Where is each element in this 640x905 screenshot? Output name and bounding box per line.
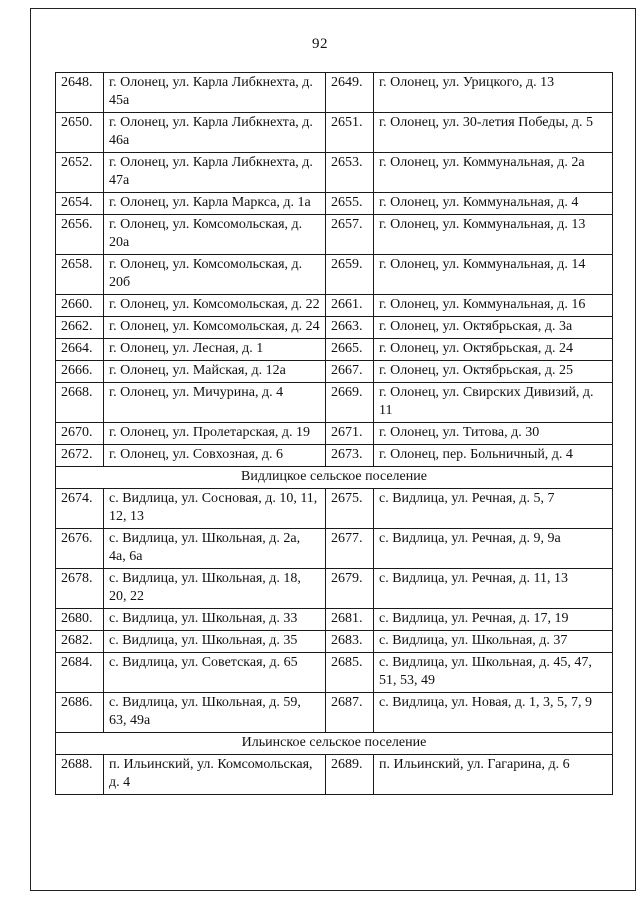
address-cell: г. Олонец, ул. Комсомольская, д. 20б: [104, 255, 326, 295]
row-number-cell: 2677.: [326, 529, 374, 569]
address-cell: г. Олонец, ул. Октябрьская, д. 24: [374, 339, 613, 361]
row-number-cell: 2688.: [56, 755, 104, 795]
address-cell: с. Видлица, ул. Школьная, д. 2а, 4а, 6а: [104, 529, 326, 569]
table-row: [56, 489, 613, 529]
address-cell: п. Ильинский, ул. Комсомольская, д. 4: [104, 755, 326, 795]
address-cell: г. Олонец, ул. Пролетарская, д. 19: [104, 423, 326, 445]
row-number-cell: 2685.: [326, 653, 374, 693]
address-cell: г. Олонец, ул. Комсомольская, д. 22: [104, 295, 326, 317]
table-row: [56, 653, 613, 693]
row-number-cell: 2661.: [326, 295, 374, 317]
address-cell: с. Видлица, ул. Речная, д. 17, 19: [374, 609, 613, 631]
address-cell: с. Видлица, ул. Новая, д. 1, 3, 5, 7, 9: [374, 693, 613, 733]
row-number-cell: 2679.: [326, 569, 374, 609]
address-cell: г. Олонец, пер. Больничный, д. 4: [374, 445, 613, 467]
row-number-cell: 2669.: [326, 383, 374, 423]
row-number-cell: 2678.: [56, 569, 104, 609]
section-header: Видлицкое сельское поселение: [56, 467, 613, 489]
address-cell: г. Олонец, ул. Лесная, д. 1: [104, 339, 326, 361]
address-cell: г. Олонец, ул. Мичурина, д. 4: [104, 383, 326, 423]
table-row: [56, 755, 613, 795]
address-table-body: [56, 73, 613, 795]
section-header-row: [56, 733, 613, 755]
row-number-cell: 2672.: [56, 445, 104, 467]
table-row: [56, 361, 613, 383]
address-cell: г. Олонец, ул. Коммунальная, д. 2а: [374, 153, 613, 193]
row-number-cell: 2673.: [326, 445, 374, 467]
row-number-cell: 2659.: [326, 255, 374, 295]
address-cell: с. Видлица, ул. Школьная, д. 59, 63, 49а: [104, 693, 326, 733]
row-number-cell: 2652.: [56, 153, 104, 193]
table-row: [56, 73, 613, 113]
address-table: [55, 72, 613, 795]
address-cell: с. Видлица, ул. Советская, д. 65: [104, 653, 326, 693]
address-cell: п. Ильинский, ул. Гагарина, д. 6: [374, 755, 613, 795]
row-number-cell: 2689.: [326, 755, 374, 795]
table-row: [56, 609, 613, 631]
address-cell: г. Олонец, ул. Коммунальная, д. 14: [374, 255, 613, 295]
table-row: [56, 255, 613, 295]
row-number-cell: 2668.: [56, 383, 104, 423]
row-number-cell: 2686.: [56, 693, 104, 733]
row-number-cell: 2655.: [326, 193, 374, 215]
page-number: 92: [312, 36, 328, 52]
address-cell: г. Олонец, ул. Октябрьская, д. 25: [374, 361, 613, 383]
table-row: [56, 423, 613, 445]
table-row: [56, 693, 613, 733]
row-number-cell: 2665.: [326, 339, 374, 361]
address-cell: г. Олонец, ул. Карла Либкнехта, д. 47а: [104, 153, 326, 193]
address-cell: с. Видлица, ул. Сосновая, д. 10, 11, 12, 13: [104, 489, 326, 529]
table-row: [56, 569, 613, 609]
row-number-cell: 2658.: [56, 255, 104, 295]
address-cell: г. Олонец, ул. Совхозная, д. 6: [104, 445, 326, 467]
row-number-cell: 2654.: [56, 193, 104, 215]
address-cell: с. Видлица, ул. Школьная, д. 35: [104, 631, 326, 653]
address-cell: г. Олонец, ул. Октябрьская, д. 3а: [374, 317, 613, 339]
table-row: [56, 215, 613, 255]
row-number-cell: 2648.: [56, 73, 104, 113]
address-cell: г. Олонец, ул. Коммунальная, д. 16: [374, 295, 613, 317]
row-number-cell: 2687.: [326, 693, 374, 733]
row-number-cell: 2650.: [56, 113, 104, 153]
table-row: [56, 317, 613, 339]
row-number-cell: 2676.: [56, 529, 104, 569]
row-number-cell: 2681.: [326, 609, 374, 631]
address-cell: г. Олонец, ул. Комсомольская, д. 24: [104, 317, 326, 339]
address-cell: г. Олонец, ул. 30-летия Победы, д. 5: [374, 113, 613, 153]
table-row: [56, 193, 613, 215]
row-number-cell: 2675.: [326, 489, 374, 529]
address-cell: г. Олонец, ул. Карла Либкнехта, д. 45а: [104, 73, 326, 113]
row-number-cell: 2662.: [56, 317, 104, 339]
row-number-cell: 2671.: [326, 423, 374, 445]
address-cell: с. Видлица, ул. Речная, д. 11, 13: [374, 569, 613, 609]
row-number-cell: 2657.: [326, 215, 374, 255]
row-number-cell: 2683.: [326, 631, 374, 653]
table-row: [56, 445, 613, 467]
address-cell: с. Видлица, ул. Речная, д. 5, 7: [374, 489, 613, 529]
address-cell: г. Олонец, ул. Майская, д. 12а: [104, 361, 326, 383]
table-row: [56, 529, 613, 569]
section-header: Ильинское сельское поселение: [56, 733, 613, 755]
row-number-cell: 2656.: [56, 215, 104, 255]
row-number-cell: 2663.: [326, 317, 374, 339]
row-number-cell: 2649.: [326, 73, 374, 113]
address-cell: г. Олонец, ул. Комсомольская, д. 20а: [104, 215, 326, 255]
row-number-cell: 2666.: [56, 361, 104, 383]
table-row: [56, 113, 613, 153]
row-number-cell: 2651.: [326, 113, 374, 153]
address-cell: г. Олонец, ул. Коммунальная, д. 13: [374, 215, 613, 255]
table-row: [56, 153, 613, 193]
address-cell: г. Олонец, ул. Титова, д. 30: [374, 423, 613, 445]
section-header-row: [56, 467, 613, 489]
row-number-cell: 2667.: [326, 361, 374, 383]
address-cell: г. Олонец, ул. Коммунальная, д. 4: [374, 193, 613, 215]
row-number-cell: 2674.: [56, 489, 104, 529]
row-number-cell: 2680.: [56, 609, 104, 631]
address-cell: с. Видлица, ул. Школьная, д. 37: [374, 631, 613, 653]
row-number-cell: 2653.: [326, 153, 374, 193]
row-number-cell: 2670.: [56, 423, 104, 445]
row-number-cell: 2682.: [56, 631, 104, 653]
address-cell: г. Олонец, ул. Урицкого, д. 13: [374, 73, 613, 113]
address-cell: с. Видлица, ул. Речная, д. 9, 9а: [374, 529, 613, 569]
table-row: [56, 383, 613, 423]
row-number-cell: 2660.: [56, 295, 104, 317]
table-row: [56, 339, 613, 361]
address-cell: с. Видлица, ул. Школьная, д. 18, 20, 22: [104, 569, 326, 609]
row-number-cell: 2684.: [56, 653, 104, 693]
table-row: [56, 631, 613, 653]
table-row: [56, 295, 613, 317]
row-number-cell: 2664.: [56, 339, 104, 361]
address-cell: г. Олонец, ул. Карла Маркса, д. 1а: [104, 193, 326, 215]
address-cell: г. Олонец, ул. Карла Либкнехта, д. 46а: [104, 113, 326, 153]
address-cell: с. Видлица, ул. Школьная, д. 45, 47, 51, 53, 49: [374, 653, 613, 693]
address-cell: г. Олонец, ул. Свирских Дивизий, д. 11: [374, 383, 613, 423]
address-cell: с. Видлица, ул. Школьная, д. 33: [104, 609, 326, 631]
